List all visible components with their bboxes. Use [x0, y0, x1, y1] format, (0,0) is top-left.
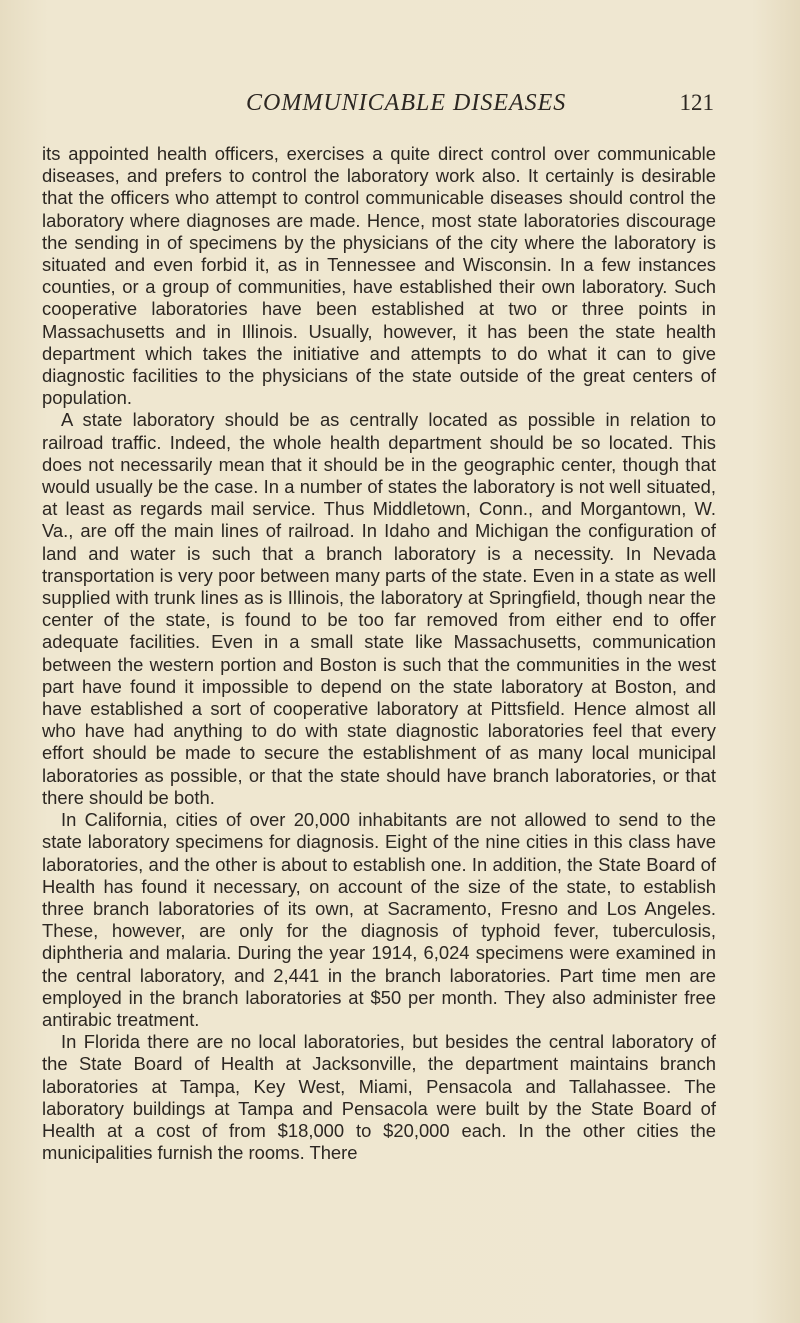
paragraph-1: its appointed health officers, exercises a quite direct control over communicable diseases, and prefers to control the laboratory work also. It certainly is desirable that the officers who attempt to control communicable diseases should control the laboratory where diagnoses are made. Hence, most state laboratories discourage the sending in of specimens by the physicians of the city where the laboratory is situated and even forbid it, as in Tennessee and Wisconsin. In a few instances counties, or a group of communities, have established their own laboratory. Such cooperative laboratories have been established at two or three points in Massachusetts and in Illinois. Usually, however, it has been the state health department which takes the initiative and attempts to do what it can to give diagnostic facilities to the physicians of the state outside of the great centers of population. [42, 143, 716, 409]
paragraph-4: In Florida there are no local laboratories, but besides the central laboratory of the State Board of Health at Jacksonville, the department maintains branch laboratories at Tampa, Key West, Miami, Pensacola and Tallahassee. The laboratory buildings at Tampa and Pensacola were built by the State Board of Health at a cost of from $18,000 to $20,000 each. In the other cities the municipalities furnish the rooms. There [42, 1031, 716, 1164]
page-header [246, 90, 714, 120]
body-text [42, 143, 716, 1164]
running-title: COMMUNICABLE DISEASES [246, 90, 567, 116]
page-number: 121 [679, 90, 714, 115]
paragraph-2: A state laboratory should be as centrally located as possible in relation to railroad traffic. Indeed, the whole health department should be so located. This does not necessarily mean that it should be in the geographic center, though that would usually be the case. In a number of states the laboratory is not well situated, at least as regards mail service. Thus Middletown, Conn., and Morgantown, W. Va., are off the main lines of railroad. In Idaho and Michigan the configuration of land and water is such that a branch laboratory is a necessity. In Nevada transportation is very poor between many parts of the state. Even in a state as well supplied with trunk lines as is Illinois, the laboratory at Springfield, though near the center of the state, is found to be too far removed from either end to offer adequate facilities. Even in a small state like Massachusetts, communication between the western portion and Boston is such that the communities in the west part have found it impossible to depend on the state laboratory at Boston, and have established a sort of cooperative laboratory at Pittsfield. Hence almost all who have had anything to do with state diagnostic laboratories feel that every effort should be made to secure the establishment of as many local municipal laboratories as possible, or that the state should have branch laboratories, or that there should be both. [42, 409, 716, 808]
paragraph-3: In California, cities of over 20,000 inhabitants are not allowed to send to the state laboratory specimens for diagnosis. Eight of the nine cities in this class have laboratories, and the other is about to establish one. In addition, the State Board of Health has found it necessary, on account of the size of the state, to establish three branch laboratories of its own, at Sacramento, Fresno and Los Angeles. These, however, are only for the diagnosis of typhoid fever, tuberculosis, diphtheria and malaria. During the year 1914, 6,024 specimens were examined in the central laboratory, and 2,441 in the branch laboratories. Part time men are employed in the branch laboratories at $50 per month. They also administer free antirabic treatment. [42, 809, 716, 1030]
